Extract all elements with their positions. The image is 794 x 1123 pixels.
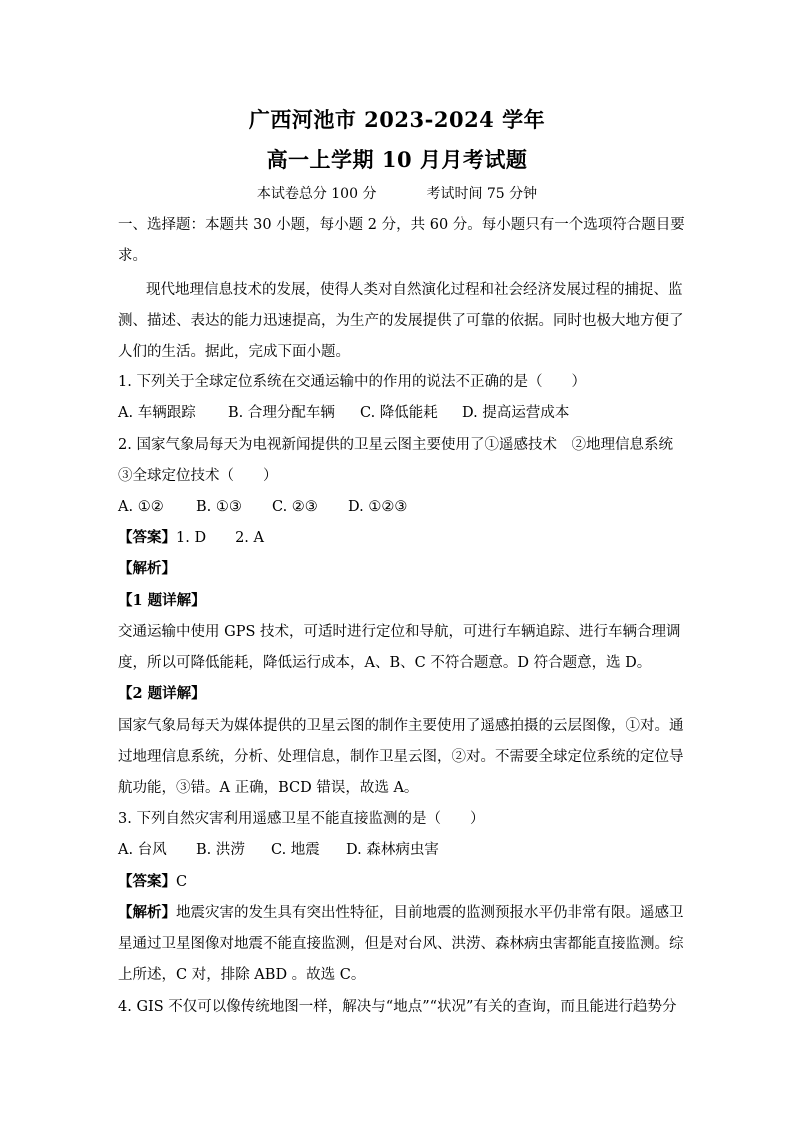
answer-label: 【答案】 (118, 873, 176, 890)
question-3-options (118, 840, 678, 860)
passage-line: 人们的生活。据此，完成下面小题。 (118, 344, 350, 360)
option-c: C. 地震 (271, 842, 320, 858)
exam-subtitle: 高一上学期 10 月月考试题 (266, 147, 528, 172)
option-b: B. ①③ (196, 499, 242, 515)
analysis-text: 地震灾害的发生具有突出性特征，目前地震的监测预报水平仍非常有限。遥感卫 (176, 905, 684, 921)
q2-detail-line: 航功能，③错。A 正确，BCD 错误，故选 A。 (118, 780, 419, 796)
q3-analysis-line: 星通过卫星图像对地震不能直接监测，但是对台风、洪涝、森林病虫害都能直接监测。综 (118, 936, 684, 952)
question-1-stem: 1. 下列关于全球定位系统在交通运输中的作用的说法不正确的是（ ） (118, 374, 586, 390)
section-instruction: 一、选择题：本题共 30 小题，每小题 2 分，共 60 分。每小题只有一个选项符合题目要 (118, 217, 685, 233)
option-d: D. 提高运营成本 (462, 405, 570, 421)
option-b: B. 合理分配车辆 (228, 405, 335, 421)
option-a: A. 台风 (118, 842, 167, 858)
answer-line (118, 528, 678, 548)
exam-title: 广西河池市 2023-2024 学年 (248, 107, 546, 132)
question-4-stem: 4. GIS 不仅可以像传统地图一样，解决与“地点”“状况”有关的查询，而且能进行趋势分 (118, 999, 677, 1015)
section-instruction-cont: 求。 (118, 248, 147, 264)
answer-text: 1. D 2. A (176, 530, 264, 546)
total-score: 本试卷总分 100 分 (256, 186, 377, 202)
option-b: B. 洪涝 (196, 842, 245, 858)
answer-label: 【答案】 (118, 529, 176, 546)
question-2-options (118, 497, 678, 517)
analysis-label: 【解析】 (118, 904, 176, 921)
q3-analysis-line: 上所述，C 对，排除 ABD 。故选 C。 (118, 967, 366, 983)
option-c: C. 降低能耗 (360, 405, 438, 421)
q2-detail-label: 【2 题详解】 (118, 685, 206, 702)
analysis-label: 【解析】 (118, 560, 176, 577)
option-a: A. 车辆跟踪 (118, 405, 196, 421)
option-d: D. ①②③ (348, 499, 408, 515)
question-3-stem: 3. 下列自然灾害利用遥感卫星不能直接监测的是（ ） (118, 811, 485, 827)
answer-text: C (176, 874, 188, 890)
q3-analysis-line (118, 903, 684, 923)
question-2-stem-cont: ③全球定位技术（ ） (118, 468, 278, 484)
q1-detail-line: 交通运输中使用 GPS 技术，可适时进行定位和导航，可进行车辆追踪、进行车辆合理调 (118, 624, 681, 640)
answer-line (118, 872, 678, 892)
passage-line: 现代地理信息技术的发展，使得人类对自然演化过程和社会经济发展过程的捕捉、监 (146, 282, 683, 298)
exam-time: 考试时间 75 分钟 (426, 186, 538, 202)
q1-detail-label: 【1 题详解】 (118, 592, 206, 609)
exam-meta (0, 184, 794, 204)
option-d: D. 森林病虫害 (346, 842, 439, 858)
q1-detail-line: 度，所以可降低能耗，降低运行成本，A、B、C 不符合题意。D 符合题意，选 D。 (118, 655, 652, 671)
q2-detail-line: 国家气象局每天为媒体提供的卫星云图的制作主要使用了遥感拍摄的云层图像，①对。通 (118, 718, 684, 734)
option-c: C. ②③ (272, 499, 318, 515)
q2-detail-line: 过地理信息系统，分析、处理信息，制作卫星云图，②对。不需要全球定位系统的定位导 (118, 749, 684, 765)
question-1-options (118, 403, 678, 423)
question-2-stem: 2. 国家气象局每天为电视新闻提供的卫星云图主要使用了①遥感技术 ②地理信息系统 (118, 437, 673, 453)
option-a: A. ①② (118, 499, 164, 515)
passage-line: 测、描述、表达的能力迅速提高，为生产的发展提供了可靠的依据。同时也极大地方便了 (118, 313, 684, 329)
